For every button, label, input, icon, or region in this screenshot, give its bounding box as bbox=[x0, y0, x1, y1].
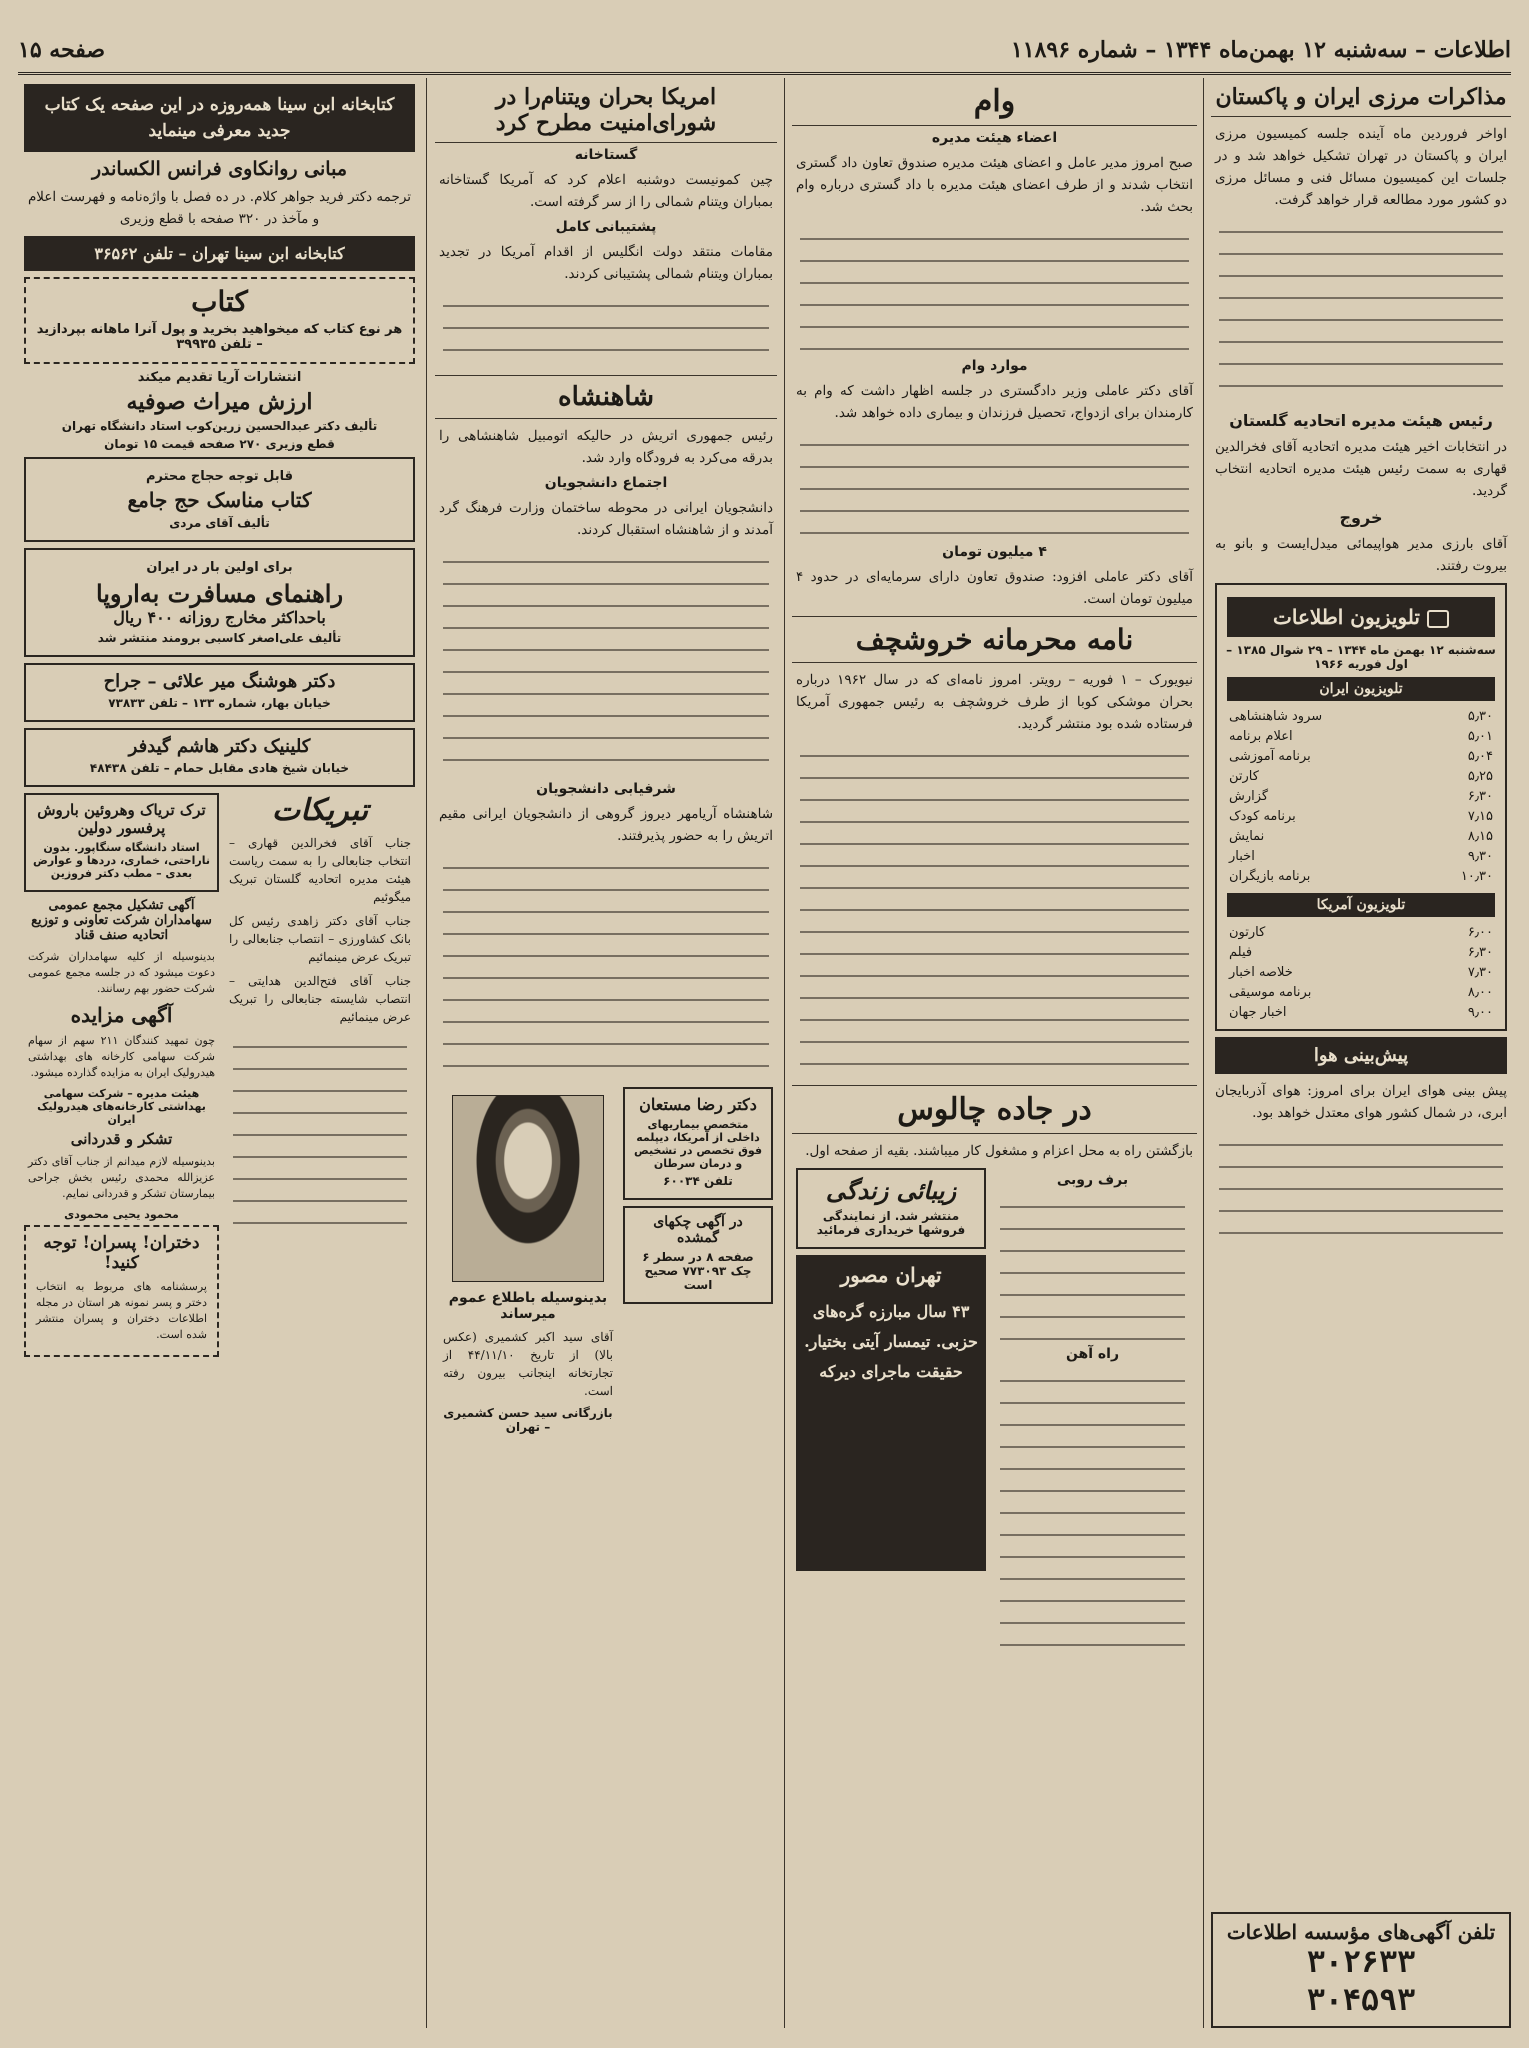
schedule-time: ۵٫۲۵ bbox=[1467, 769, 1493, 784]
text-union: در انتخابات اخیر هیئت مدیره اتحادیه آقای فخرالدین قهاری به سمت رئیس هیئت مدیره اتحادیه انتخاب گردید. bbox=[1215, 439, 1507, 499]
tv-date: سه‌شنبه ۱۲ بهمن ماه ۱۳۴۴ – ۲۹ شوال ۱۳۸۵ – اول فوریه ۱۹۶۶ bbox=[1226, 643, 1496, 671]
schedule-time: ۹٫۰۰ bbox=[1467, 1005, 1493, 1020]
doctor-name: دکتر رضا مستعان bbox=[639, 1095, 757, 1114]
schedule-program: اخبار bbox=[1229, 849, 1255, 864]
clinic-title: کلینیک دکتر هاشم گیدفر bbox=[128, 736, 311, 757]
body-text-block bbox=[1000, 1192, 1185, 1342]
body-text-block bbox=[800, 741, 1189, 1081]
schedule-row bbox=[1229, 767, 1493, 787]
schedule-time: ۵٫۰۴ bbox=[1467, 749, 1493, 764]
schedule-time: ۵٫۳۰ bbox=[1467, 709, 1493, 724]
ads-stack bbox=[796, 1168, 986, 1670]
ad-doctor bbox=[623, 1087, 773, 1200]
weather-title: پیش‌بینی هوا bbox=[1215, 1037, 1507, 1074]
schedule-row bbox=[1229, 727, 1493, 747]
schedule-program: برنامه آموزشی bbox=[1229, 749, 1311, 764]
column-rule bbox=[784, 78, 785, 2028]
schedule-row bbox=[1229, 807, 1493, 827]
text-exit: آقای بارزی مدیر هواپیمائی میدل‌ایست و بانو به بیروت رفتند. bbox=[1215, 536, 1507, 574]
schedule-program: نمایش bbox=[1229, 829, 1265, 844]
opium-title: ترک تریاک وهروئین باروش پرفسور دولین bbox=[37, 801, 206, 837]
headline-loan: وام bbox=[792, 78, 1197, 126]
schedule-iran bbox=[1223, 707, 1499, 887]
ad-lost-checks bbox=[623, 1206, 773, 1304]
body-text-block bbox=[800, 224, 1189, 354]
caption-sign: بازرگانی سید حسن کشمیری – تهران bbox=[443, 1406, 613, 1434]
column-rule bbox=[426, 78, 427, 2028]
masthead-date: اطلاعات – سه‌شنبه ۱۲ بهمن‌ماه ۱۳۴۴ – شماره ۱۱۸۹۶ bbox=[1010, 37, 1511, 63]
schedule-time: ۵٫۰۱ bbox=[1467, 729, 1493, 744]
ad-book-text: هر نوع کتاب که میخواهید بخرید و پول آنرا ماهانه بپردازید – تلفن ۳۹۹۳۵ bbox=[36, 322, 403, 352]
body-text-block bbox=[443, 853, 769, 1083]
thanks-sign: محمود یحیی محمودی bbox=[64, 1208, 179, 1221]
aria-price: قطع وزیری ۲۷۰ صفحه قیمت ۱۵ تومان bbox=[104, 437, 335, 451]
schedule-row bbox=[1229, 983, 1493, 1003]
aria-title: ارزش میراث صوفیه bbox=[126, 389, 313, 415]
congrats-title: تبریکات bbox=[271, 793, 369, 828]
doctor-phone: تلفن ۶۰۰۳۴ bbox=[663, 1174, 733, 1188]
girls-title: دختران! پسران! توجه کنید! bbox=[43, 1233, 200, 1273]
chalus-story bbox=[992, 1168, 1193, 1670]
ad-haj bbox=[24, 457, 415, 542]
schedule-time: ۷٫۱۵ bbox=[1467, 809, 1493, 824]
text-insolent: چین کمونیست دوشنبه اعلام کرد که آمریکا گستاخانه بمباران ویتنام شمالی را از سر گرفته است. bbox=[439, 172, 773, 210]
aria-author: تألیف دکتر عبدالحسین زرین‌کوب استاد دانشگاه تهران bbox=[61, 419, 378, 433]
column-1 bbox=[1211, 78, 1511, 2028]
subhead-four-million: ۴ میلیون تومان bbox=[942, 544, 1047, 560]
schedule-time: ۱۰٫۳۰ bbox=[1460, 869, 1493, 884]
schedule-program: کارتون bbox=[1229, 925, 1266, 940]
headline-shah: شاهنشاه bbox=[435, 375, 777, 419]
schedule-row bbox=[1229, 787, 1493, 807]
lost-text: صفحه ۸ در سطر ۶ چک ۷۷۳۰۹۳ صحیح است bbox=[642, 1250, 754, 1292]
schedule-time: ۶٫۳۰ bbox=[1467, 789, 1493, 804]
column-2 bbox=[792, 78, 1197, 2028]
headline-chalus: در جاده چالوس bbox=[792, 1085, 1197, 1134]
tv-channel-iran: تلویزیون ایران bbox=[1227, 677, 1495, 701]
tv-title: تلویزیون اطلاعات bbox=[1227, 597, 1495, 637]
body-text-block bbox=[1219, 217, 1503, 407]
body-text-block bbox=[233, 1032, 407, 1232]
schedule-program: اعلام برنامه bbox=[1229, 729, 1293, 744]
ad-europe bbox=[24, 548, 415, 657]
schedule-row bbox=[1229, 923, 1493, 943]
schedule-row bbox=[1229, 827, 1493, 847]
book1-text: ترجمه دکتر فرید جواهر کلام. در ده فصل با واژه‌نامه و فهرست اعلام و مآخذ در ۳۲۰ صفحه با قطع وزیری bbox=[27, 189, 412, 227]
schedule-time: ۷٫۳۰ bbox=[1467, 965, 1493, 980]
caption-text: آقای سید اکبر کشمیری (عکس بالا) از تاریخ ۴۴/۱۱/۱۰ از تجارتخانه اینجانب بیرون رفته است. bbox=[443, 1330, 613, 1398]
ad-tehran-mosavar bbox=[796, 1255, 986, 1571]
assembly-title: آگهی تشکیل مجمع عمومی سهامداران شرکت تعاونی و توزیع اتحادیه صنف قناد bbox=[31, 898, 212, 943]
text-audience: شاهنشاه آریامهر دیروز گروهی از دانشجویان ایرانی مقیم اتریش را به حضور پذیرفتند. bbox=[439, 806, 773, 844]
congrats-3: جناب آقای فتح‌الدین هدایتی – انتصاب شایسته جنابعالی را تبریک عرض مینمائیم bbox=[229, 974, 411, 1024]
ad-tehran-title: تهران مصور bbox=[840, 1263, 942, 1287]
lost-title: در آگهی چکهای گمشده bbox=[653, 1214, 743, 1246]
phone-1: ۳۰۲۶۳۳ bbox=[1306, 1945, 1416, 1980]
schedule-time: ۸٫۱۵ bbox=[1467, 829, 1493, 844]
subhead-students: اجتماع دانشجویان bbox=[544, 475, 668, 491]
text-four-million: آقای دکتر عاملی افزود: صندوق تعاون دارای سرمایه‌ای در حدود ۴ میلیون تومان است. bbox=[796, 569, 1193, 607]
ad-book bbox=[24, 277, 415, 364]
subhead-rail: راه آهن bbox=[1065, 1346, 1120, 1362]
tv-listings bbox=[1215, 583, 1507, 1031]
ad-girls-boys bbox=[24, 1225, 219, 1357]
haj-author: تألیف آقای مردی bbox=[169, 516, 270, 530]
opium-text: استاد دانشگاه سنگاپور. بدون ناراحتی، خماری، دردها و عوارض بعدی – مطب دکتر فروزین bbox=[33, 841, 210, 880]
schedule-row bbox=[1229, 963, 1493, 983]
portrait-photo bbox=[452, 1095, 604, 1282]
headline-khrushchev: نامه محرمانه خروشچف bbox=[792, 616, 1197, 663]
ad-zibai-title: زیبائی زندگی bbox=[825, 1176, 957, 1205]
girls-text: پرسشنامه های مربوط به انتخاب دختر و پسر نمونه هر استان در مجله اطلاعات دختران و پسران منتشر شده است. bbox=[36, 1280, 207, 1341]
schedule-program: خلاصه اخبار bbox=[1229, 965, 1293, 980]
schedule-row bbox=[1229, 867, 1493, 887]
column-3 bbox=[435, 78, 777, 2028]
schedule-program: سرود شاهنشاهی bbox=[1229, 709, 1323, 724]
masthead bbox=[18, 28, 1511, 75]
schedule-program: برنامه کودک bbox=[1229, 809, 1296, 824]
schedule-time: ۸٫۰۰ bbox=[1467, 985, 1493, 1000]
schedule-time: ۶٫۳۰ bbox=[1467, 945, 1493, 960]
ad-book-title: کتاب bbox=[191, 285, 248, 318]
text-students: دانشجویان ایرانی در محوطه ساختمان وزارت فرهنگ گرد آمدند و از شاهنشاه استقبال کردند. bbox=[439, 500, 773, 538]
auction-title: آگهی مزایده bbox=[70, 1003, 173, 1027]
schedule-program: برنامه موسیقی bbox=[1229, 985, 1312, 1000]
schedule-row bbox=[1229, 943, 1493, 963]
subhead-board: اعضاء هیئت مدیره bbox=[931, 130, 1058, 146]
subhead-audience: شرفیابی دانشجویان bbox=[536, 781, 676, 797]
europe-author: تألیف علی‌اصغر کاسبی برومند منتشر شد bbox=[97, 631, 342, 645]
europe-title: راهنمای مسافرت به‌اروپا bbox=[95, 579, 344, 608]
schedule-row bbox=[1229, 747, 1493, 767]
ad-opium bbox=[24, 793, 219, 892]
headline-border-talks: مذاکرات مرزی ایران و پاکستان bbox=[1211, 78, 1511, 117]
congrats-2: جناب آقای دکتر زاهدی رئیس کل بانک کشاورزی – انتصاب جنابعالی را تبریک عرض مینمائیم bbox=[229, 914, 411, 964]
auction-sign: هیئت مدیره – شرکت سهامی بهداشتی کارخانه‌های هیدرولیک ایران bbox=[37, 1087, 206, 1126]
text-loan-cases: آقای دکتر عاملی وزیر دادگستری در جلسه اظهار داشت که وام به کارمندان برای ازدواج، تحصیل فرزندان و بیماری داده خواهد شد. bbox=[796, 383, 1193, 421]
text-khrushchev: نیویورک – ۱ فوریه – رویتر. امروز نامه‌ای که در سال ۱۹۶۲ درباره بحران موشکی کوبا از طرف خروشچف به رئیس جمهوری آمریکا فرستاده شده بود منتشر گردید. bbox=[796, 672, 1193, 732]
ad-clinic bbox=[24, 728, 415, 787]
ads-left bbox=[623, 1087, 773, 1438]
congrats-column bbox=[225, 793, 415, 1357]
column-rule bbox=[1203, 78, 1204, 2028]
ad-zibai bbox=[796, 1168, 986, 1249]
assembly-text: بدینوسیله از کلیه سهامداران شرکت دعوت میشود که در جلسه مجمع عمومی شرکت حضور بهم رسانند. bbox=[28, 950, 215, 995]
auction-text: چون تمهید کنندگان ۲۱۱ سهم از سهام شرکت سهامی کارخانه های بهداشتی هیدرولیک ایران به مزایده گذارده میشود. bbox=[28, 1034, 216, 1079]
schedule-row bbox=[1229, 707, 1493, 727]
text-board: صبح امروز مدیر عامل و اعضای هیئت مدیره صندوق تعاون داد گستری انتخاب شدند و از طرف اعضای هیئت مدیره با داد گستری درباره وام بحث شد. bbox=[796, 155, 1193, 215]
europe-sub: باحداکثر مخارج روزانه ۴۰۰ ریال bbox=[113, 608, 326, 627]
text-chalus: بازگشتن راه به محل اعزام و مشغول کار میباشند. بقیه از صفحه اول. bbox=[805, 1143, 1193, 1159]
thanks-title: تشکر و قدردانی bbox=[70, 1130, 173, 1148]
notices-column bbox=[24, 793, 219, 1357]
haj-title: کتاب مناسک حج جامع bbox=[127, 488, 312, 512]
ad-zibai-text: منتشر شد. از نمایندگی فروشها خریداری فرمائید bbox=[816, 1209, 966, 1237]
weather-text: پیش بینی هوای ایران برای امروز: هوای آذربایجان ابری، در شمال کشور هوای معتدل خواهد بود. bbox=[1215, 1083, 1507, 1121]
europe-head: برای اولین بار در ایران bbox=[146, 560, 293, 575]
schedule-america bbox=[1223, 923, 1499, 1023]
column-4 bbox=[20, 78, 419, 2028]
schedule-program: اخبار جهان bbox=[1229, 1005, 1287, 1020]
doctor1-text: خیابان بهار، شماره ۱۳۳ – تلفن ۷۳۸۳۳ bbox=[108, 696, 331, 710]
subhead-loan-cases: موارد وام bbox=[961, 358, 1028, 374]
ad-doctor-1 bbox=[24, 663, 415, 722]
clinic-text: خیابان شیخ هادی مقابل حمام – تلفن ۴۸۴۳۸ bbox=[89, 761, 350, 775]
schedule-program: برنامه بازیگران bbox=[1229, 869, 1311, 884]
ibnsina-banner: کتابخانه ابن سینا همه‌روزه در این صفحه یک کتاب جدید معرفی مینماید bbox=[24, 84, 415, 152]
story-border-talks: اواخر فروردین ماه آینده جلسه کمیسیون مرزی ایران و پاکستان در تهران تشکیل خواهد شد و در جلسات این کمیسیون مسائل فنی و مسائل مرزی دو کشور مورد مطالعه قرار خواهد گرفت. bbox=[1215, 126, 1507, 208]
ad-phones-title: تلفن آگهی‌های مؤسسه اطلاعات bbox=[1226, 1920, 1496, 1944]
schedule-row bbox=[1229, 847, 1493, 867]
text-shah: رئیس جمهوری اتریش در حالیکه اتومبیل شاهنشاهی را بدرقه می‌کرد به فرودگاه وارد شد. bbox=[439, 428, 773, 466]
schedule-time: ۹٫۳۰ bbox=[1467, 849, 1493, 864]
body-text-block bbox=[1000, 1366, 1185, 1666]
schedule-program: گزارش bbox=[1229, 789, 1269, 804]
text-support: مقامات منتقد دولت انگلیس از اقدام آمریکا در تجدید بمباران ویتنام شمالی پشتیبانی کردند. bbox=[439, 244, 773, 282]
subhead-exit: خروج bbox=[1339, 508, 1383, 527]
ad-photo-notice bbox=[439, 1087, 617, 1438]
phone-2: ۳۰۴۵۹۳ bbox=[1306, 1983, 1416, 2018]
haj-head: قابل توجه حجاج محترم bbox=[145, 469, 294, 484]
body-text-block bbox=[1219, 1130, 1503, 1250]
doctor-text: متخصص بیماریهای داخلی از آمریکا، دیپلمه فوق تخصص در تشخیص و درمان سرطان bbox=[633, 1118, 763, 1170]
ad-tehran-text: ۴۳ سال مبارزه گره‌های حزبی. تیمسار آیتی بختیار. حقیقت ماجرای دیرکه bbox=[804, 1302, 978, 1381]
subhead-snow: برف روبی bbox=[1056, 1172, 1129, 1188]
lower-split bbox=[24, 793, 415, 1357]
caption-title: بدینوسیله باطلاع عموم میرساند bbox=[448, 1290, 608, 1322]
body-text-block bbox=[443, 291, 769, 371]
book1-title: مبانی روانکاوی فرانس الکساندر bbox=[91, 158, 347, 180]
subhead-insolent: گستاخانه bbox=[574, 147, 638, 163]
doctor1-title: دکتر هوشنگ میر علائی – جراح bbox=[103, 671, 336, 692]
aria-head: انتشارات آریا تقدیم میکند bbox=[137, 370, 302, 385]
schedule-row bbox=[1229, 1003, 1493, 1023]
subhead-union: رئیس هیئت مدیره اتحادیه گلستان bbox=[1229, 411, 1493, 430]
subhead-support: پشتیبانی کامل bbox=[555, 219, 657, 235]
ibnsina-phone: کتابخانه ابن سینا تهران – تلفن ۳۶۵۶۲ bbox=[24, 236, 415, 271]
schedule-program: کارتن bbox=[1229, 769, 1259, 784]
schedule-program: فیلم bbox=[1229, 945, 1253, 960]
lower-section bbox=[796, 1168, 1193, 1670]
thanks-text: بدینوسیله لازم میدانم از جناب آقای دکتر عزیزالله محمدی رئیس بخش جراحی بیمارستان تشکر و قدردانی نمایم. bbox=[28, 1155, 215, 1200]
congrats-1: جناب آقای فخرالدین قهاری – انتخاب جنابعالی را به سمت ریاست هیئت مدیره اتحادیه گلستان تبریک میگوئیم bbox=[229, 836, 411, 904]
headline-vietnam: امریکا بحران ویتنام‌را در شورای‌امنیت مطرح کرد bbox=[435, 78, 777, 143]
schedule-time: ۶٫۰۰ bbox=[1467, 925, 1493, 940]
tv-channel-america: تلویزیون آمریکا bbox=[1227, 893, 1495, 917]
body-text-block bbox=[800, 430, 1189, 540]
lower-ads bbox=[439, 1087, 773, 1438]
tv-icon bbox=[1427, 610, 1449, 628]
page-number: صفحه ۱۵ bbox=[18, 37, 106, 63]
body-text-block bbox=[443, 547, 769, 777]
ad-phones-box bbox=[1211, 1912, 1511, 2028]
